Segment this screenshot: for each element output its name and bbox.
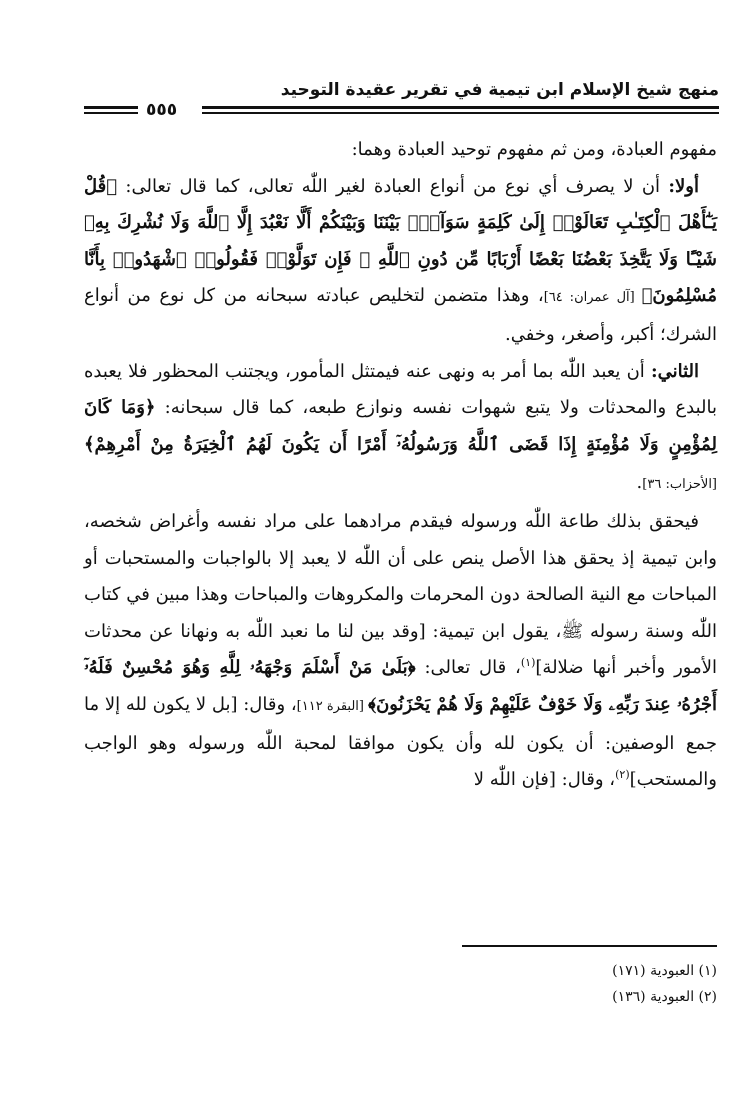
- paragraph-text: أن لا يصرف أي نوع من أنواع العبادة لغير اللّٰه تعالى، كما قال تعالى:: [117, 175, 669, 197]
- paragraph-lead: أولا:: [668, 175, 699, 197]
- paragraph-text: ، قال تعالى:: [415, 657, 521, 679]
- footnotes: [317, 958, 717, 1010]
- verse-reference: [الأحزاب: ٣٦]: [642, 477, 717, 493]
- paragraph: [84, 354, 717, 504]
- header-title: منهج شيخ الإسلام ابن تيمية في تقرير عقيدة التوحيد: [280, 80, 719, 100]
- paragraph-text: مفهوم العبادة، ومن ثم مفهوم توحيد العبادة وهما:: [351, 139, 717, 160]
- paragraph-lead: الثاني:: [650, 360, 699, 382]
- header-rule-short: [84, 106, 138, 116]
- footnote-1: (١) العبودية (١٧١): [612, 963, 717, 979]
- footnote-marker[interactable]: (٢): [615, 768, 630, 782]
- paragraph: [84, 169, 717, 354]
- verse-reference: [البقرة ١١٢]: [296, 698, 369, 714]
- paragraph: [84, 504, 717, 799]
- footnote-marker[interactable]: (١): [520, 656, 536, 670]
- paragraph-text: فيحقق بذلك طاعة اللّٰه ورسوله فيقدم مرادهما على مراد نفسه وأغراض شخصه، وابن تيمية إذ يحقق هذا الأصل ينص على أن اللّٰه لا يعبد إلا بالواجبات والمستحبات أو المباحات مع النية الصالحة دون المحرمات والمكروهات والمباحات وهذا مبين في كتاب اللّٰه وسنة رسوله ﷺ، يقول ابن تيمية: [وقد بين لنا ما نعبد اللّٰه به ونهانا عن محدثات الأمور وأخبر أنها ضلالة]: [84, 510, 717, 679]
- paragraph-text: .: [636, 472, 643, 494]
- page-number: ٥٥٥: [146, 100, 178, 120]
- main-text: [84, 132, 717, 799]
- header-rule: [202, 106, 719, 116]
- quran-verse: ﴿وَمَا كَانَ لِمُؤْمِنٍ وَلَا مُؤْمِنَةٍ إِذَا قَضَى ٱللَّهُ وَرَسُولُهُۥٓ أَمْرًا أَن يَكُونَ لَهُمُ ٱلْخِيَرَةُ مِنْ أَمْرِهِمْ﴾: [84, 397, 717, 455]
- paragraph-text: ، وهذا متضمن لتخليص عبادته سبحانه من كل نوع من أنواع الشرك؛ أكبر، وأصغر، وخفي.: [84, 285, 717, 345]
- paragraph-text: ، وقال: [بل لا يكون لله إلا ما جمع الوصفين: أن يكون لله وأن يكون موافقا لمحبة اللّٰه ورسوله وهو الواجب والمستحب]: [84, 693, 717, 791]
- verse-reference: [آل عمران: ٦٤]: [543, 290, 642, 306]
- running-header: [84, 78, 719, 122]
- quran-verse: ﴿قُلْ يَـٰٓأَهْلَ ٱلْكِتَـٰبِ تَعَالَوْا۟ إِلَىٰ كَلِمَةٍ سَوَآءٍۭ بَيْنَنَا وَبَيْنَكُمْ أَلَّا نَعْبُدَ إِلَّا ٱللَّهَ وَلَا نُشْرِكَ بِهِۦ شَيْـًٔا وَلَا يَتَّخِذَ بَعْضُنَا بَعْضًا أَرْبَابًا مِّن دُونِ ٱللَّهِ ۚ فَإِن تَوَلَّوْا۟ فَقُولُوا۟ ٱشْهَدُوا۟ بِأَنَّا مُسْلِمُونَ﴾: [84, 175, 717, 307]
- paragraph-text: ، وقال: [فإن اللّٰه لا: [473, 769, 616, 791]
- paragraph-text: أن يعبد اللّٰه بما أمر به ونهى عنه فيمتثل المأمور، ويجتنب المحظور فلا يعبده بالبدع والمحدثات ولا يتبع شهوات نفسه ونوازع طبعه، كما قال سبحانه:: [84, 360, 718, 419]
- quran-verse: ﴿بَلَىٰ مَنْ أَسْلَمَ وَجْهَهُۥ لِلَّهِ وَهُوَ مُحْسِنٌ فَلَهُۥٓ أَجْرُهُۥ عِندَ رَبِّهِۦ وَلَا خَوْفٌ عَلَيْهِمْ وَلَا هُمْ يَحْزَنُونَ﴾: [84, 657, 717, 715]
- footnote-2: (٢) العبودية (١٣٦): [612, 989, 717, 1005]
- paragraph: [84, 132, 717, 169]
- footnote-separator: [462, 945, 717, 947]
